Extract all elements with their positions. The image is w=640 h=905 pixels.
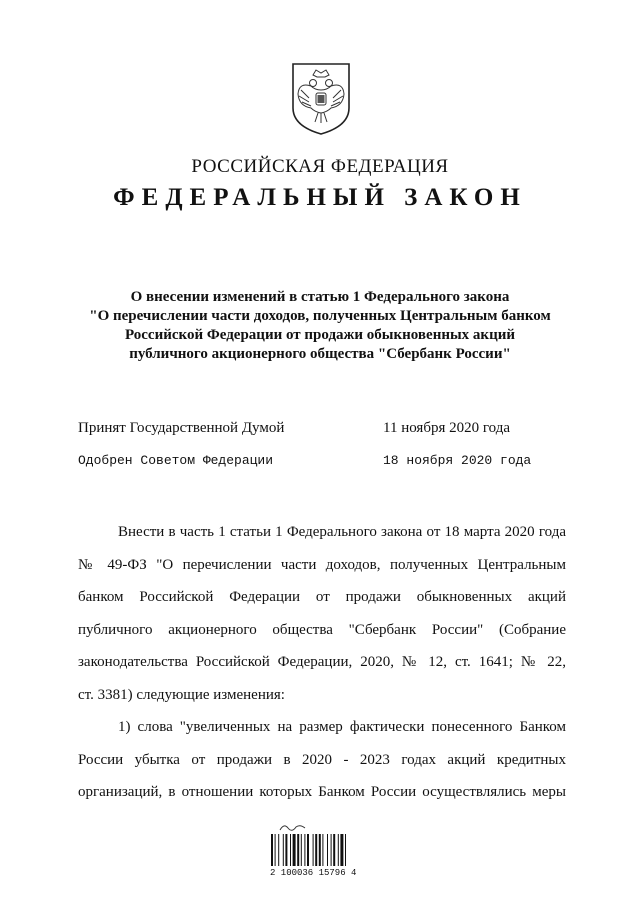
body-line: организаций, в отношении которых Банком России осуществлялись меры [78,784,566,800]
body-line: ст. 3381) следующие изменения: [78,686,285,703]
body-line: 1) слова "увеличенных на размер фактически понесенного Банком [118,719,566,735]
law-title-line: "О перечислении части доходов, полученных Центральным банком [89,308,551,324]
body-line: № 49-ФЗ "О перечислении части доходов, полученных Центральным [78,556,566,573]
body-line: законодательства Российской Федерации, 2020, № 12, ст. 1641; № 22, [78,654,566,670]
document-type: ФЕДЕРАЛЬНЫЙ ЗАКОН [113,184,527,211]
signature-mark-icon [278,822,308,832]
approval-date: 18 ноября 2020 года [383,453,532,468]
body-line: Внести в часть 1 статьи 1 Федерального закона от 18 марта 2020 года [118,524,566,540]
law-body [78,516,566,809]
approval-council-row [78,453,558,468]
body-line: публичного акционерного общества "Сбербанк России" (Собрание [78,621,566,638]
law-title-line: Российской Федерации от продажи обыкновенных акций [124,327,516,343]
barcode-icon [270,834,374,866]
law-title [70,288,570,364]
barcode-number: 2 100036 15796 4 [270,868,357,878]
law-title-line: публичного акционерного общества "Сбербанк России" [129,346,511,362]
adoption-duma-row [78,420,558,437]
adoption-date: 11 ноября 2020 года [383,420,511,436]
country-name: РОССИЙСКАЯ ФЕДЕРАЦИЯ [191,156,449,177]
approval-label: Одобрен Советом Федерации [78,453,274,468]
law-title-line: О внесении изменений в статью 1 Федерального закона [130,289,510,305]
document-barcode [270,822,374,882]
russian-coat-of-arms-icon [289,62,353,136]
adoption-label: Принят Государственной Думой [78,420,285,436]
body-line: банком Российской Федерации от продажи обыкновенных акций [78,589,566,605]
body-line: России убытка от продажи в 2020 - 2023 годах акций кредитных [78,751,566,768]
